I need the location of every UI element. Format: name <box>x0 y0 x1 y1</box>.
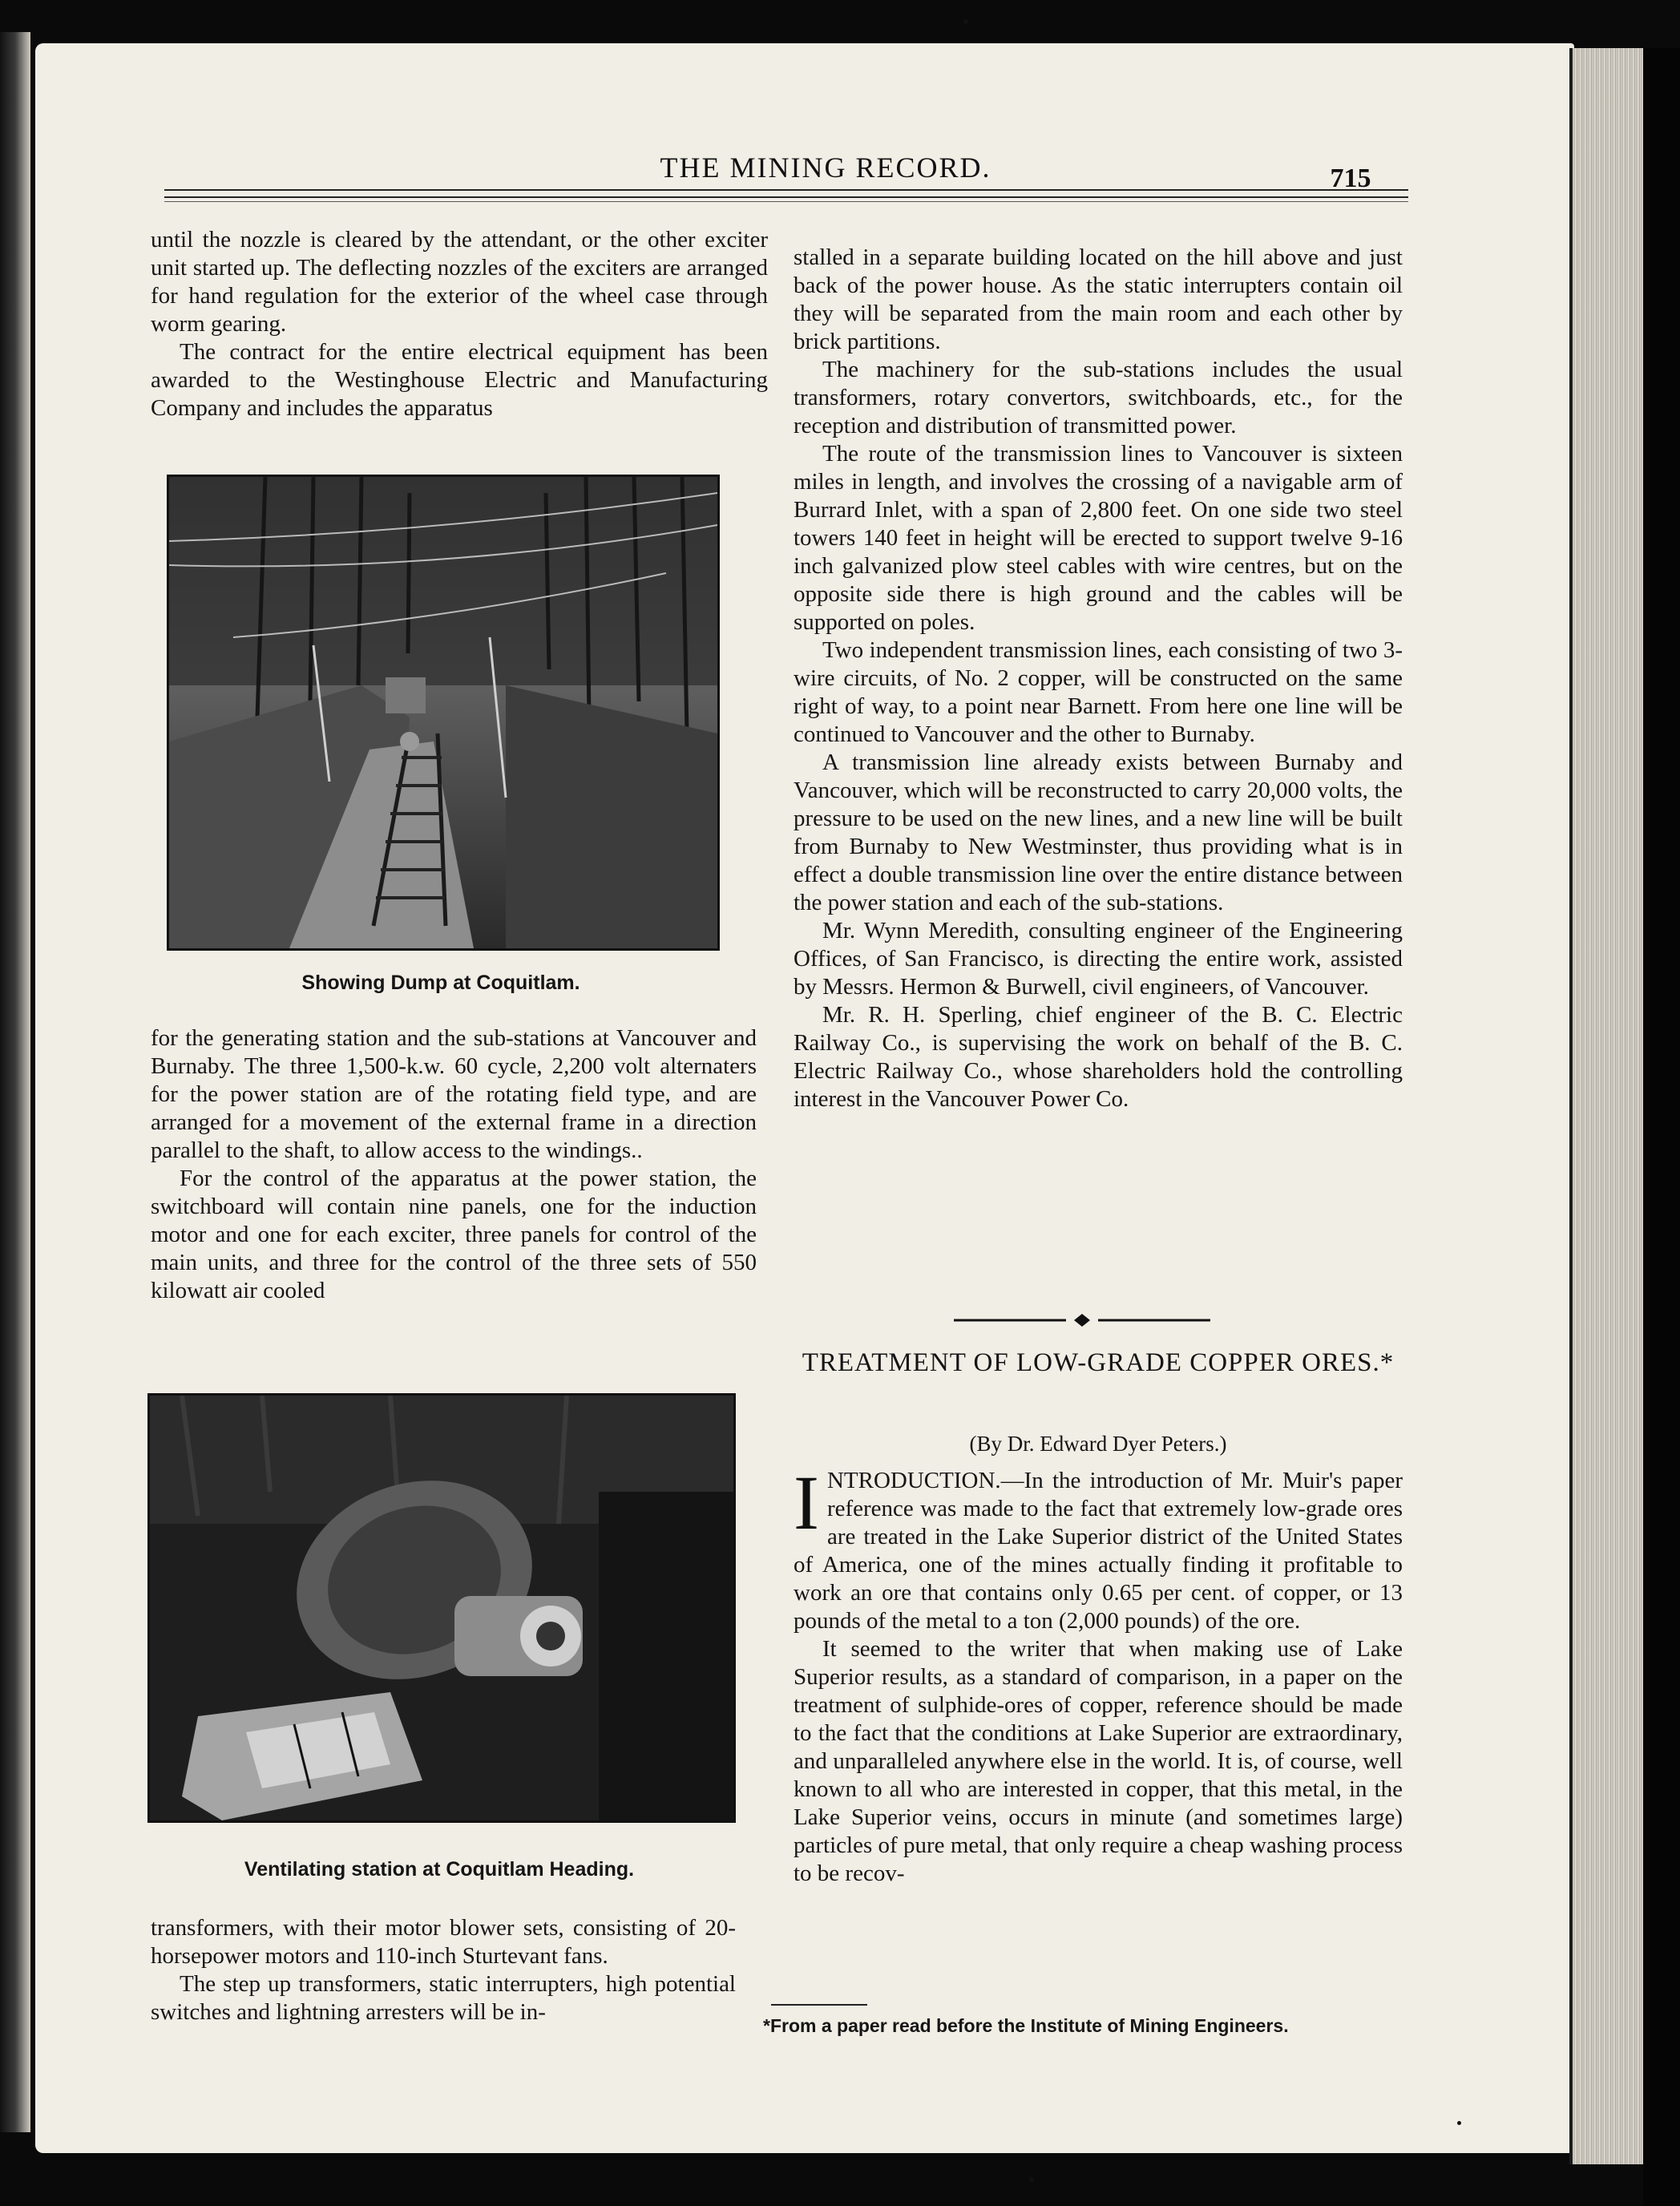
page-number: 715 <box>1330 164 1371 193</box>
paragraph: for the generating station and the sub-stations at Vancouver and Burnaby. The three 1,500-k.w. 60 cycle, 2,200 volt alternaters for the power station are of the rotating field type, and are arranged for a movement of the external frame in a direction parallel to the shaft, to allow access to the windings.. <box>151 1025 757 1163</box>
article-byline: (By Dr. Edward Dyer Peters.) <box>969 1432 1227 1456</box>
paragraph: Mr. Wynn Meredith, consulting engineer of the Engineering Offices, of San Francisco, is directing the entire work, assisted by Messrs. Hermon & Burwell, civil engineers, of Vancouver. <box>794 918 1403 1000</box>
right-column-text <box>794 244 1403 1113</box>
left-page-edge <box>0 32 30 2132</box>
article-intro-paragraph <box>794 1460 1403 1635</box>
paragraph: The step up transformers, static interrupters, high potential switches and lightning arresters will be in- <box>151 1971 736 2025</box>
photo-dump-at-coquitlam <box>167 475 720 951</box>
paragraph: Two independent transmission lines, each consisting of two 3-wire circuits, of No. 2 copper, will be constructed on the same right of way, to a point near Barnett. From here one line will be continued to Vancouver and the other to Burnaby. <box>794 637 1403 747</box>
scan-speck <box>1457 2121 1461 2125</box>
figure-caption-ventilating: Ventilating station at Coquitlam Heading. <box>244 1858 635 1881</box>
paragraph: It seemed to the writer that when making use of Lake Superior results, as a standard of comparison, in a paper on the treatment of sulphide-ores of copper, reference should be made to the fact that the conditions at Lake Superior are extraordinary, and unparalleled anywhere else in the world. It is, of course, well known to all who are interested in copper, that this metal, in the Lake Superior veins, occurs in minute (and sometimes large) particles of pure metal, that only require a cheap washing process to be recov- <box>794 1636 1403 1886</box>
running-title: THE MINING RECORD. <box>660 152 991 184</box>
drop-cap: I <box>794 1460 819 1545</box>
paragraph: The route of the transmission lines to Vancouver is sixteen miles in length, and involves the crossing of a navigable arm of Burrard Inlet, with a span of 2,800 feet. On one side two steel towers 140 feet in height will be erected to support twelve 9-16 inch galvanized plow steel cables with wire centres, but on the opposite side there is high ground and the cables will be supported on poles. <box>794 441 1403 635</box>
paragraph: A transmission line already exists between Burnaby and Vancouver, which will be reconstructed to carry 20,000 volts, the pressure to be used on the new lines, and a new line will be built from Burnaby to New Westminster, thus providing what is in effect a double transmission line over the entire distance between the power station and each of the sub-stations. <box>794 749 1403 915</box>
left-column-top-text <box>151 226 768 422</box>
paragraph: until the nozzle is cleared by the attendant, or the other exciter unit started up. The deflecting nozzles of the exciters are arranged for hand regulation for the exterior of the wheel case through worm gearing. <box>151 227 768 337</box>
header-rule <box>164 189 1408 198</box>
paragraph: transformers, with their motor blower sets, consisting of 20-horsepower motors and 110-inch Sturtevant fans. <box>151 1915 736 1969</box>
footnote: *From a paper read before the Institute of Mining Engineers. <box>763 2015 1289 2036</box>
article-title: TREATMENT OF LOW-GRADE COPPER ORES.* <box>802 1348 1395 1377</box>
figure-caption-dump: Showing Dump at Coquitlam. <box>301 972 580 994</box>
section-divider-ornament <box>954 1308 1210 1332</box>
scan-speck <box>1029 2177 1034 2182</box>
header-rule-thin <box>164 201 1408 202</box>
photo-ventilating-station <box>147 1393 736 1823</box>
paragraph: The machinery for the sub-stations includes the usual transformers, rotary convertors, switchboards, etc., for the reception and distribution of transmitted power. <box>794 357 1403 438</box>
left-column-bottom-text <box>151 1914 736 2026</box>
scan-background <box>1643 48 1680 2206</box>
photo-ventilating-image <box>150 1396 733 1820</box>
paragraph: Mr. R. H. Sperling, chief engineer of the B. C. Electric Railway Co., is supervising the work on behalf of the B. C. Electric Railway Co., whose shareholders hold the controlling interest in the Vancouver Power Co. <box>794 1002 1403 1112</box>
photo-dump-image <box>169 477 717 948</box>
book-fore-edge <box>1569 48 1646 2164</box>
paragraph: The contract for the entire electrical equipment has been awarded to the Westinghouse Electric and Manufacturing Company and includes the apparatus <box>151 339 768 421</box>
scan-speck <box>963 19 968 24</box>
paragraph: For the control of the apparatus at the power station, the switchboard will contain nine panels, one for the induction motor and one for each exciter, three panels for control of the main units, and three for the control of the three sets of 550 kilowatt air cooled <box>151 1166 757 1303</box>
left-column-middle-text <box>151 1024 757 1305</box>
article-body <box>794 1460 1403 1888</box>
paragraph: stalled in a separate building located on the hill above and just back of the power house. As the static interrupters contain oil they will be separated from the main room and each other by brick partitions. <box>794 244 1403 354</box>
footnote-rule <box>771 2004 867 2006</box>
intro-text: NTRODUCTION.—In the introduction of Mr. Muir's paper reference was made to the fact that extremely low-grade ores are treated in the Lake Superior district of the United States of America, one of the mines actually finding it profitable to work an ore that contains only 0.65 per cent. of copper, or 13 pounds of the metal to a ton (2,000 pounds) of the ore. <box>794 1468 1403 1634</box>
